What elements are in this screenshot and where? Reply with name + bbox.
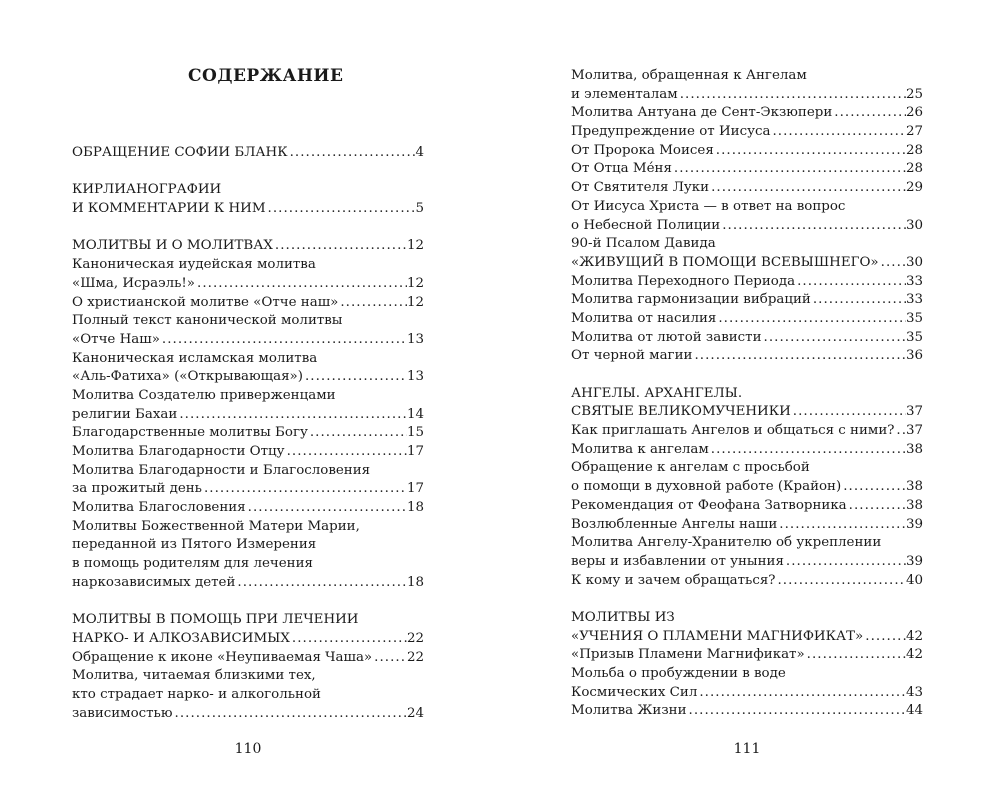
dot-leader (692, 347, 906, 366)
toc-page-number: 25 (905, 86, 923, 102)
dot-leader (811, 291, 906, 310)
toc-page-number: 35 (905, 329, 923, 345)
dot-leader (720, 217, 906, 236)
toc-entry (72, 200, 424, 219)
toc-left-column (72, 144, 424, 723)
toc-entry-text: Каноническая исламская молитва (72, 350, 318, 366)
toc-page-number: 26 (905, 105, 923, 121)
toc-entry-continued (72, 181, 424, 200)
dot-leader (273, 237, 407, 256)
toc-entry-continued (72, 518, 424, 537)
dot-leader (795, 273, 906, 292)
dot-leader (372, 649, 407, 668)
toc-entry-continued (571, 385, 923, 404)
toc-entry-text: зависимостью (72, 705, 173, 721)
toc-page-number: 29 (905, 180, 923, 196)
toc-entry-text: «Отче Наш» (72, 331, 160, 347)
toc-entry-text: От черной магии (571, 348, 693, 364)
toc-entry-text: МОЛИТВЫ ИЗ (571, 609, 675, 625)
dot-leader (697, 684, 906, 703)
toc-entry-continued (72, 686, 424, 705)
dot-leader (777, 516, 906, 535)
toc-entry-text: И КОММЕНТАРИИ К НИМ (72, 201, 266, 217)
toc-entry (72, 406, 424, 425)
toc-entry-text: Молитва, обращенная к Ангелам (571, 68, 807, 83)
toc-entry-text: МОЛИТВЫ И О МОЛИТВАХ (72, 238, 273, 254)
toc-entry-text: Мольба о пробуждении в воде (571, 666, 786, 681)
toc-entry-text: веры и избавлении от уныния (571, 553, 784, 569)
toc-entry (72, 480, 424, 499)
toc-page-number: 33 (905, 273, 923, 289)
dot-leader (775, 572, 905, 591)
toc-page-number: 35 (905, 310, 923, 326)
dot-leader (285, 443, 407, 462)
toc-entry-text: «УЧЕНИЯ О ПЛАМЕНИ МАГНИФИКАТ» (571, 628, 864, 644)
toc-entry-continued (72, 555, 424, 574)
toc-page-number: 39 (905, 553, 923, 569)
toc-entry-text: СВЯТЫЕ ВЕЛИКОМУЧЕНИКИ (571, 404, 791, 420)
toc-entry-text: Обращение к ангелам с просьбой (571, 460, 810, 476)
toc-entry (571, 347, 923, 366)
toc-page-number: 38 (905, 497, 923, 513)
dot-leader (266, 200, 416, 219)
toc-entry (72, 237, 424, 256)
toc-entry-text: «ЖИВУЩИЙ В ПОМОЩИ ВСЕВЫШНЕГО» (571, 254, 879, 270)
toc-page-number: 36 (905, 348, 923, 364)
toc-page-number: 33 (905, 292, 923, 308)
toc-entry-text: От Иисуса Христа — в ответ на вопрос (571, 198, 846, 214)
toc-entry-text: Молитва Жизни (571, 703, 687, 719)
toc-entry-text: за прожитый день (72, 481, 202, 497)
toc-entry-text: в помощь родителям для лечения (72, 556, 313, 572)
toc-entry (571, 123, 923, 142)
toc-page-number: 37 (905, 423, 923, 439)
toc-entry-continued (571, 459, 923, 478)
dot-leader (235, 574, 407, 593)
toc-entry (571, 516, 923, 535)
toc-page-number: 40 (905, 572, 923, 588)
toc-entry-continued (571, 534, 923, 553)
dot-leader (791, 403, 906, 422)
toc-entry (571, 254, 923, 273)
toc-entry (72, 443, 424, 462)
toc-page-number: 22 (406, 630, 424, 646)
toc-page-number: 18 (406, 574, 424, 590)
toc-entry-text: и элементалам (571, 86, 678, 102)
page-number-left: 110 (234, 741, 262, 757)
dot-leader (863, 628, 906, 647)
toc-page-number: 28 (905, 142, 923, 158)
dot-leader (338, 294, 407, 313)
toc-entry (571, 553, 923, 572)
toc-entry (571, 497, 923, 516)
toc-entry-continued (571, 665, 923, 684)
dot-leader (308, 424, 407, 443)
toc-page-number: 44 (905, 703, 923, 719)
section-gap (571, 366, 923, 385)
toc-page-number: 12 (406, 238, 424, 254)
toc-entry-text: Молитва Создателю приверженцами (72, 387, 336, 403)
toc-entry (571, 702, 923, 721)
toc-entry (571, 684, 923, 703)
toc-entry-text: Молитва от насилия (571, 310, 717, 326)
toc-page-number: 30 (905, 254, 923, 270)
toc-page-number: 14 (406, 406, 424, 422)
toc-page-number: 12 (406, 294, 424, 310)
toc-entry-text: О христианской молитве «Отче наш» (72, 294, 339, 310)
dot-leader (678, 86, 906, 105)
dot-leader (847, 497, 906, 516)
toc-entry-text: «Аль-Фатиха» («Открывающая») (72, 369, 303, 385)
toc-entry-text: Молитва Антуана де Сент-Экзюпери (571, 105, 833, 121)
toc-entry-continued (72, 462, 424, 481)
toc-page-number: 4 (415, 145, 424, 160)
toc-entry-text: Молитва к ангелам (571, 441, 709, 457)
toc-entry (571, 273, 923, 292)
toc-page-number: 18 (406, 500, 424, 516)
dot-leader (160, 331, 407, 350)
toc-page-number: 15 (406, 425, 424, 441)
dot-leader (841, 478, 906, 497)
toc-entry-text: МОЛИТВЫ В ПОМОЩЬ ПРИ ЛЕЧЕНИИ (72, 612, 359, 628)
toc-page-number: 30 (905, 217, 923, 233)
toc-page-number: 5 (415, 201, 424, 217)
right-page (571, 0, 923, 801)
page-title: СОДЕРЖАНИЕ (188, 66, 344, 86)
toc-entry-text: Молитва от лютой зависти (571, 329, 762, 345)
dot-leader (687, 702, 906, 721)
section-gap (571, 590, 923, 609)
toc-entry-text: Как приглашать Ангелов и общаться с ними? (571, 423, 895, 439)
dot-leader (246, 499, 407, 518)
toc-entry (571, 646, 923, 665)
toc-entry (72, 294, 424, 313)
toc-entry (571, 403, 923, 422)
toc-entry-continued (72, 387, 424, 406)
toc-entry-text: Каноническая иудейская молитва (72, 257, 316, 273)
toc-page-number: 42 (905, 628, 923, 644)
section-gap (72, 163, 424, 182)
toc-entry (72, 331, 424, 350)
toc-entry (72, 368, 424, 387)
toc-entry-text: Возлюбленные Ангелы наши (571, 516, 778, 532)
toc-page-number: 13 (406, 331, 424, 347)
toc-entry (72, 424, 424, 443)
toc-entry-continued (72, 350, 424, 369)
toc-entry-text: Рекомендация от Феофана Затворника (571, 497, 847, 513)
dot-leader (173, 705, 407, 724)
toc-entry-text: К кому и зачем обращаться? (571, 572, 776, 588)
toc-entry-text: Молитвы Божественной Матери Марии, (72, 518, 360, 534)
toc-page-number: 37 (905, 404, 923, 420)
toc-entry-continued (72, 536, 424, 555)
dot-leader (805, 646, 906, 665)
toc-entry (72, 705, 424, 724)
toc-entry-text: Молитва Ангелу-Хранителю об укреплении (571, 535, 882, 551)
toc-entry-text: кто страдает нарко- и алкогольной (72, 686, 321, 702)
toc-entry-text: Обращение к иконе «Неупиваемая Чаша» (72, 649, 373, 665)
toc-page-number: 38 (905, 441, 923, 457)
dot-leader (784, 553, 906, 572)
toc-entry (571, 329, 923, 348)
toc-entry (571, 422, 923, 441)
dot-leader (195, 275, 407, 294)
toc-entry-text: переданной из Пятого Измерения (72, 537, 317, 553)
dot-leader (177, 406, 407, 425)
dot-leader (672, 160, 906, 179)
toc-page-number: 42 (905, 647, 923, 663)
toc-entry-text: Молитва Переходного Периода (571, 273, 796, 289)
toc-entry (571, 478, 923, 497)
toc-page-number: 17 (406, 481, 424, 497)
toc-entry-text: Молитва Благодарности Отцу (72, 444, 285, 459)
dot-leader (714, 142, 906, 161)
toc-entry-text: религии Бахаи (72, 406, 178, 422)
toc-entry (571, 104, 923, 123)
toc-entry-text: АНГЕЛЫ. АРХАНГЕЛЫ. (571, 385, 743, 401)
toc-entry (72, 275, 424, 294)
dot-leader (879, 254, 906, 273)
toc-entry (571, 217, 923, 236)
toc-page-number: 43 (905, 684, 923, 700)
toc-entry-text: 90-й Псалом Давида (571, 236, 716, 252)
toc-entry-continued (72, 256, 424, 275)
toc-entry-text: Молитва Благодарности и Благословения (72, 462, 371, 478)
dot-leader (770, 123, 906, 142)
toc-entry-continued (72, 611, 424, 630)
toc-entry (571, 142, 923, 161)
toc-entry-text: От Пророка Моисея (571, 142, 714, 158)
toc-entry-text: От Святителя Луки (571, 180, 710, 196)
toc-entry (571, 160, 923, 179)
toc-page-number: 28 (905, 161, 923, 177)
left-page (72, 0, 424, 801)
toc-entry-text: Космических Сил (571, 684, 698, 700)
toc-entry-text: КИРЛИАНОГРАФИИ (72, 182, 222, 198)
toc-entry-text: ОБРАЩЕНИЕ СОФИИ БЛАНК (72, 145, 288, 160)
toc-entry (571, 86, 923, 105)
toc-entry (571, 310, 923, 329)
dot-leader (894, 422, 906, 441)
dot-leader (290, 630, 407, 649)
toc-entry (72, 144, 424, 163)
toc-entry-text: о помощи в духовной работе (Крайон) (571, 479, 842, 495)
toc-entry-text: о Небесной Полиции (571, 217, 721, 233)
section-gap (72, 219, 424, 238)
toc-page-number: 24 (406, 705, 424, 721)
toc-page-number: 17 (406, 444, 424, 459)
toc-entry-text: наркозависимых детей (72, 574, 236, 590)
toc-entry-continued (571, 198, 923, 217)
dot-leader (762, 329, 906, 348)
toc-entry-text: Полный текст канонической молитвы (72, 313, 343, 329)
toc-entry-text: Предупреждение от Иисуса (571, 124, 771, 140)
toc-entry (571, 441, 923, 460)
toc-entry-continued (571, 67, 923, 86)
toc-entry (72, 574, 424, 593)
dot-leader (716, 310, 906, 329)
dot-leader (709, 179, 906, 198)
toc-entry (72, 630, 424, 649)
toc-entry-continued (72, 667, 424, 686)
toc-page-number: 13 (406, 369, 424, 385)
dot-leader (303, 368, 407, 387)
toc-entry-text: НАРКО- И АЛКОЗАВИСИМЫХ (72, 630, 290, 646)
section-gap (72, 593, 424, 612)
dot-leader (832, 104, 906, 123)
toc-entry (571, 291, 923, 310)
toc-entry-text: Молитва, читаемая близкими тех, (72, 668, 316, 684)
toc-entry-text: «Шма, Исраэль!» (72, 275, 195, 291)
toc-entry-text: Благодарственные молитвы Богу (72, 425, 308, 441)
toc-entry-text: От Отца Ме́ня (571, 161, 672, 177)
toc-entry (72, 649, 424, 668)
toc-page-number: 12 (406, 275, 424, 291)
toc-entry (571, 628, 923, 647)
toc-entry (571, 572, 923, 591)
toc-page-number: 22 (406, 649, 424, 665)
toc-entry-text: Молитва Благословения (72, 500, 246, 516)
toc-entry (571, 179, 923, 198)
toc-right-column (571, 67, 923, 721)
toc-entry (72, 499, 424, 518)
toc-entry-text: Молитва гармонизации вибраций (571, 292, 811, 308)
dot-leader (709, 441, 906, 460)
toc-entry-continued (571, 235, 923, 254)
dot-leader (202, 480, 407, 499)
toc-entry-continued (571, 609, 923, 628)
toc-page-number: 39 (905, 516, 923, 532)
toc-page-number: 27 (905, 124, 923, 140)
toc-page-number: 38 (905, 479, 923, 495)
page-number-right: 111 (733, 741, 761, 757)
toc-entry-text: «Призыв Пламени Магнификат» (571, 647, 805, 663)
toc-entry-continued (72, 312, 424, 331)
dot-leader (288, 144, 416, 163)
